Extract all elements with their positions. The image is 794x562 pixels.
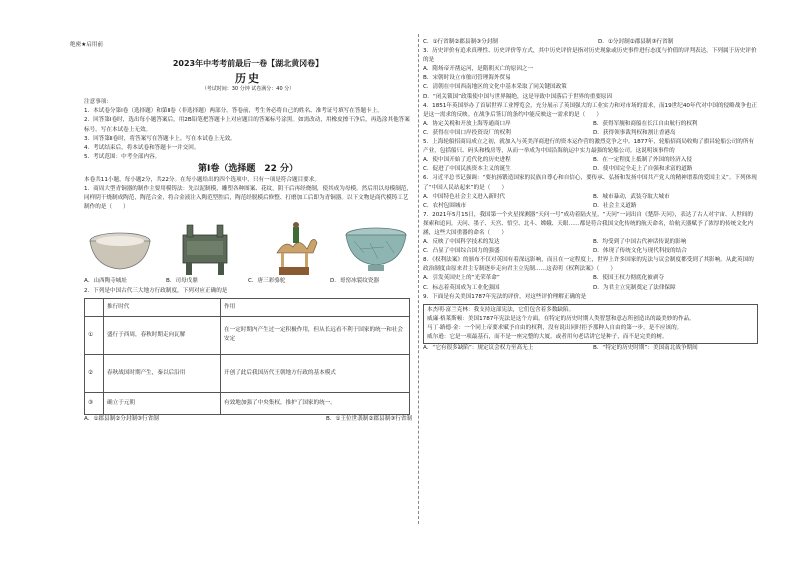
q5-option-d: D．使中国完全走上了自强和求富的道路	[593, 166, 693, 173]
q7-option-c: C．凸显了中国综合国力的强盛	[423, 248, 500, 255]
q8-option-d: D．为君主立宪制奠定了法律保障	[593, 284, 676, 291]
q5-option-b: B．在一定程度上抵制了外国的经济入侵	[593, 157, 692, 164]
note-item: 1．本试卷分第Ⅰ卷（选择题）和第Ⅱ卷（非选择题）两部分。答卷前，考生务必将自己的姓名、准考证号填写在答题卡上。	[84, 108, 383, 115]
q4-option-a: A．协定关税和开放上海等通商口岸	[423, 120, 511, 127]
table-cell: 确立于元朝	[104, 392, 221, 414]
left-column	[84, 30, 412, 424]
q4-option-d: D．获得领事裁判权和割让香港岛	[593, 129, 676, 136]
q9-options-row	[423, 344, 758, 353]
q8-options-row	[423, 284, 758, 293]
question-1: 1．商周大型青铜器的制作主要用模铸法：先以泥制模，雕塑各种图案、花纹，阴干后再经烧制，使其成为母模。然后用以母模制范，同样阴干烧制成陶范，陶范合金，将合金液注入陶范型腔后，陶范经脱模后修整、打磨加工后即为青铜器。以下文物是商代模铸工艺制作的是（ ）	[84, 186, 412, 211]
question-8: 8．《权利法案》的颁布不仅对英国有着深远影响，而且在一定程度上，世界上许多国家的宪法与议会制度都受到了其影响。从此英国的政治制度由原来君主专制逐步走向君主立宪制……这表明《权利法案》（ ）	[423, 257, 754, 273]
q9-quote: 威廉·格莱斯顿：美国1787年宪法是这个方面，在特定的历史时期人类智慧和意志所创造出的最美妙的作品。	[427, 315, 695, 322]
q4-options-row	[423, 120, 758, 129]
question-7: 7．2021年5月15日，我国第一个火星探测器“天问一号”成功着陆火星。“天问”一词出自《楚辞·天问》，表达了古人对宇宙、人世间的探索和追问。天问、墨子、天宫、悟空、北斗、嫦娥、天眼……都是符合我国文化传统的航天命名，给航天器赋予了浓厚的传统文化内涵，这些大国重器的命名（ ）	[423, 211, 754, 236]
table-cell: 开创了此后我国历代王朝地方行政的基本模式	[221, 354, 410, 392]
q1-option-d: D．哥窑冰裂纹瓷器	[330, 278, 380, 285]
q1-option-a: A．山西陶寺城址	[84, 278, 127, 285]
column-divider	[418, 34, 419, 524]
table-header-cell	[85, 298, 104, 316]
q3-option-a: A．隋炀帝开凿运河，是隋朝灭亡的原因之一	[423, 66, 534, 73]
q2-options-row	[84, 415, 412, 424]
q8-option-a: A．引发英国史上的“光荣革命”	[423, 275, 500, 282]
q9-quote: 马丁·路德·金：一个同上帝要求赋予自由的权利，没有说出同时拒予那种人自由的第一步，是不应该的。	[427, 324, 683, 331]
q6-option-b: B．城市暴动，武装夺取大城市	[593, 193, 670, 200]
question-3: 3．历史评价有追求真理性、历史评价等方式，其中历史评价是指对历史现象或历史事件进行态度与价值的评判表达。下列属于历史评价的是	[423, 48, 757, 64]
table-cell: 盛行于西周，春秋时期走向瓦解	[104, 316, 221, 354]
q5-option-a: A．使中国开始了近代化的历史进程	[423, 157, 511, 164]
notes-block	[84, 98, 412, 162]
q5-options-row	[423, 156, 758, 165]
pottery-bowl-image	[84, 219, 156, 277]
q5-options-row	[423, 165, 758, 174]
table-row	[85, 354, 410, 392]
q2-options-row-2	[423, 38, 758, 47]
crackle-porcelain-image	[340, 219, 412, 277]
table-header-cell: 作用	[221, 298, 410, 316]
note-item: 2．回答第Ⅰ卷时，选出每小题答案后，用2B铅笔把答题卡上对应题目的答案标号涂黑。如需改动，用橡皮擦干净后，再选涂其他答案标号。写在本试卷上无效。	[84, 117, 410, 133]
note-item: 5．考试范围：中考全部内容。	[84, 153, 161, 160]
q2-option-d: D．①分封制②郡县制③行省制	[598, 39, 674, 45]
exam-title: 2023年中考考前最后一卷【湖北黄冈卷】	[172, 59, 324, 68]
q1-images	[84, 215, 412, 277]
q6-options-row	[423, 193, 758, 202]
q4-option-b: B．获得军舰和商船在长江自由航行的权利	[593, 120, 698, 127]
right-column	[423, 30, 758, 353]
q6-option-d: D．社会主义道路	[593, 202, 637, 209]
q6-option-a: A．中国特色社会主义进入新时代	[423, 193, 506, 200]
q9-quote: 本杰明·富兰克林：我支持这部宪法，它们包含着多数缺陷。	[427, 306, 575, 313]
q2-option-a: A．①郡县制②分封制③行省制	[84, 415, 159, 422]
question-2: 2．下列是中国古代三大地方行政制度，下列对应正确的是	[84, 287, 228, 294]
table-header-row	[85, 298, 410, 316]
q8-option-c: C．标志着英国成为工业化强国	[423, 284, 500, 291]
question-5: 5．上海轮船招商局成立之初，就加入与英美洋商进行的资本运作营的激烈竞争之中。1877年，轮船招商局收购了旗昌轮船公司的所有产业，包括船只、码头和栈房等，从而一举成为中国沿海航运中实力最强的轮船公司。这说明该事件的	[423, 139, 755, 155]
q9-quote: 威尔逊：它是一项最基石，而不是一座完整的大厦。或者用句老话讲它是种子，而不是完美的树。	[427, 334, 668, 340]
q4-options-row	[423, 129, 758, 138]
table-cell: ②	[85, 354, 104, 392]
table-row	[85, 316, 410, 354]
section-title: 第Ⅰ卷（选择题 22 分）	[197, 163, 298, 174]
q2-option-b: B．①王位世袭制②郡县制③行省制	[325, 415, 412, 422]
exam-subject: 历史	[235, 72, 261, 86]
q6-option-c: C．农村包围城市	[423, 202, 467, 209]
section-intro: 本卷共11小题，每小题2分，共22分。在每小题给出的四个选项中，只有一项是符合题目要求。	[84, 177, 320, 184]
table-cell: ③	[85, 392, 104, 414]
exam-meta: （考试时间：30 分钟 试卷满分：40 分）	[201, 86, 295, 93]
notes-heading: 注意事项：	[84, 99, 112, 106]
table-row	[85, 392, 410, 414]
q2-option-c: C．①行省制②郡县制③分封制	[423, 39, 498, 45]
q9-option-b: B．“特定的历史时期”：美国南北战争期间	[593, 345, 698, 352]
q9-quote-box	[423, 304, 758, 344]
q1-option-c: C．唐三彩骆驼	[248, 278, 286, 285]
table-cell: ①	[85, 316, 104, 354]
q1-options	[84, 277, 412, 286]
q4-option-c: C．获得在中国口岸投资设厂的权利	[423, 129, 511, 136]
secret-label: 绝密★启用前	[70, 42, 103, 48]
note-item: 3．回答第Ⅱ卷时，将答案写在答题卡上。写在本试卷上无效。	[84, 135, 236, 142]
table-cell: 春秋战国时期产生，秦以后沿用	[104, 354, 221, 392]
q2-table	[84, 298, 410, 415]
table-header-cell: 推行时代	[104, 298, 221, 316]
camel-figure-image	[255, 219, 327, 277]
question-9: 9．下面是有关美国1787年宪法的评价，对这些评价理解正确的是	[423, 293, 587, 300]
q7-options-row	[423, 247, 758, 256]
bronze-ding-image	[169, 219, 241, 277]
table-cell: 在一定时期内产生过一定积极作用，但从长远看不利于国家的统一和社会安定	[221, 316, 410, 354]
q3-option-d: D．“闭关锁国”政策使中国与世界隔绝，这是导致中国落后于世界的重要原因	[423, 93, 613, 100]
question-6: 6．习近平总书记强调：“要抗扬锻造国家的民族自尊心和自信心，要传承、弘扬和发扬中国共产党人的精神谱系的爱国主义”。下列体现了“中国人民站起来”的是（ ）	[423, 175, 757, 191]
q7-options-row	[423, 238, 758, 247]
q8-options-row	[423, 274, 758, 283]
question-4: 4．1851年英国举办了首届世界工业博览会，充分展示了英国强大的工业实力和对市场的需求，而19世纪40年代对中国的侵略战争也正是这一需求的反映。在战争后签订的条约中能反映这一需求的是（ ）	[423, 102, 758, 118]
q8-option-b: B．使国王权力彻底化被剥夺	[593, 275, 664, 282]
q9-option-a: A．“它有很多缺陷”：规定议会权力至高无上	[423, 345, 534, 352]
q3-option-b: B．宋朝时设立市舶司管理海外贸易	[423, 75, 511, 82]
table-cell: 有效地加强了中央集权，推护了国家的统一。	[221, 392, 410, 414]
q1-option-b: B．司母戊鼎	[166, 278, 198, 285]
note-item: 4．考试结束后，将本试卷和答题卡一并交回。	[84, 144, 200, 151]
q3-option-c: C．清朝在中国西南地区的文化中基本采取了同关键国政策	[423, 84, 567, 91]
q7-option-d: D．体现了传统文化与现代科技的结合	[593, 248, 687, 255]
q7-option-b: B．均受到了中国古代神话传说的影响	[593, 239, 687, 246]
q7-option-a: A．反映了中国科学技术的发达	[423, 239, 500, 246]
q6-options-row	[423, 202, 758, 211]
q5-option-c: C．促进了中国民族资本主义的诞生	[423, 166, 511, 173]
